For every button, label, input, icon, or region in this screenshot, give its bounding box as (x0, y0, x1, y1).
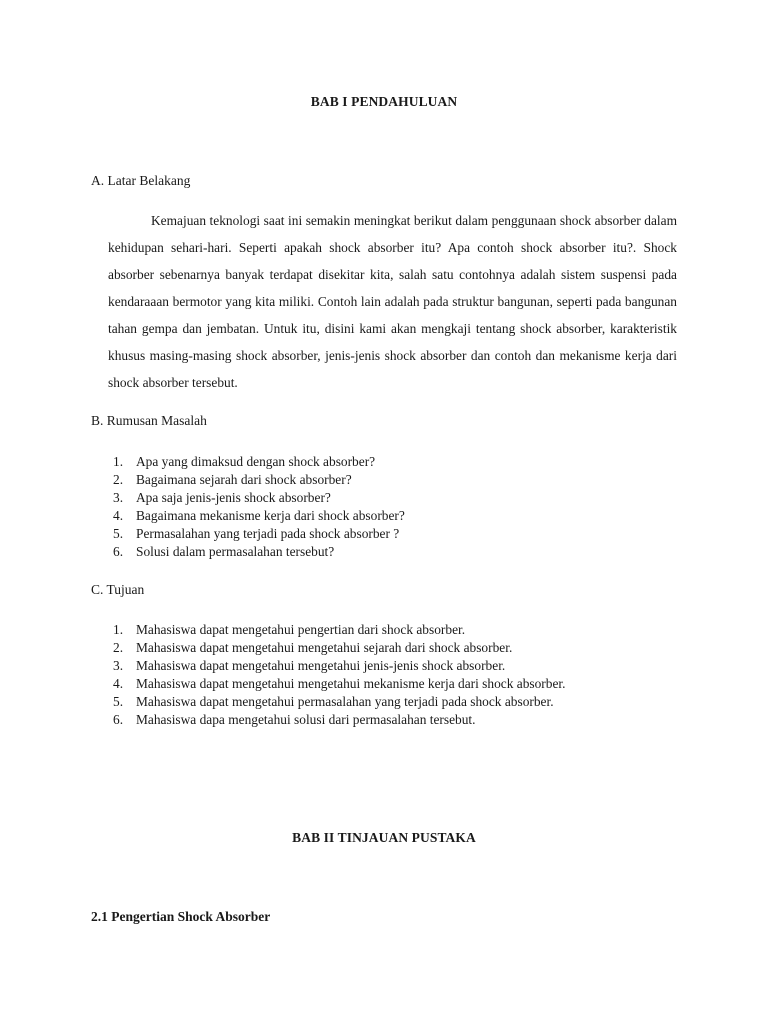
section-a-heading: A. Latar Belakang (91, 173, 191, 188)
list-item: 3. Mahasiswa dapat mengetahui mengetahui jenis-jenis shock absorber. (113, 658, 506, 673)
list-item: 4. Mahasiswa dapat mengetahui mengetahui mekanisme kerja dari shock absorber. (113, 676, 566, 691)
list-item: 3. Apa saja jenis-jenis shock absorber? (113, 490, 331, 505)
list-item: 4. Bagaimana mekanisme kerja dari shock absorber? (113, 508, 405, 523)
section-b-heading: B. Rumusan Masalah (91, 413, 207, 428)
list-item: 2. Mahasiswa dapat mengetahui mengetahui sejarah dari shock absorber. (113, 640, 513, 655)
list-item: 5. Mahasiswa dapat mengetahui permasalahan yang terjadi pada shock absorber. (113, 694, 554, 709)
list-item: 2. Bagaimana sejarah dari shock absorber? (113, 472, 352, 487)
chapter-1-title: BAB I PENDAHULUAN (310, 94, 458, 109)
section-c-heading: C. Tujuan (91, 582, 145, 597)
section-a-paragraph: Kemajuan teknologi saat ini semakin meningkat berikut dalam penggunaan shock absorber dalam kehidupan sehari-hari. Seperti apakah shock absorber itu? Apa contoh shock absorber itu?. Shock absorber sebenarnya banyak terdapat disekitar kita, salah satu contohnya adalah sistem suspensi pada kendaraaan bermotor yang kita miliki. Contoh lain adalah pada struktur bangunan, seperti pada bangunan tahan gempa dan jembatan. Untuk itu, disini kami akan mengkaji tentang shock absorber, karakteristik khusus masing-masing shock absorber, jenis-jenis shock absorber dan contoh dan mekanisme kerja dari shock absorber tersebut. (108, 213, 677, 390)
chapter-2-title: BAB II TINJAUAN PUSTAKA (292, 830, 476, 845)
tujuan-list (108, 621, 565, 729)
list-item: 5. Permasalahan yang terjadi pada shock absorber ? (113, 526, 400, 541)
section-2-1-heading: 2.1 Pengertian Shock Absorber (91, 909, 271, 924)
rumusan-masalah-list (108, 453, 405, 561)
list-item: 1. Mahasiswa dapat mengetahui pengertian dari shock absorber. (113, 622, 466, 637)
list-item: 6. Solusi dalam permasalahan tersebut? (113, 544, 335, 559)
list-item: 6. Mahasiswa dapa mengetahui solusi dari permasalahan tersebut. (113, 712, 476, 727)
list-item: 1. Apa yang dimaksud dengan shock absorber? (113, 454, 376, 469)
